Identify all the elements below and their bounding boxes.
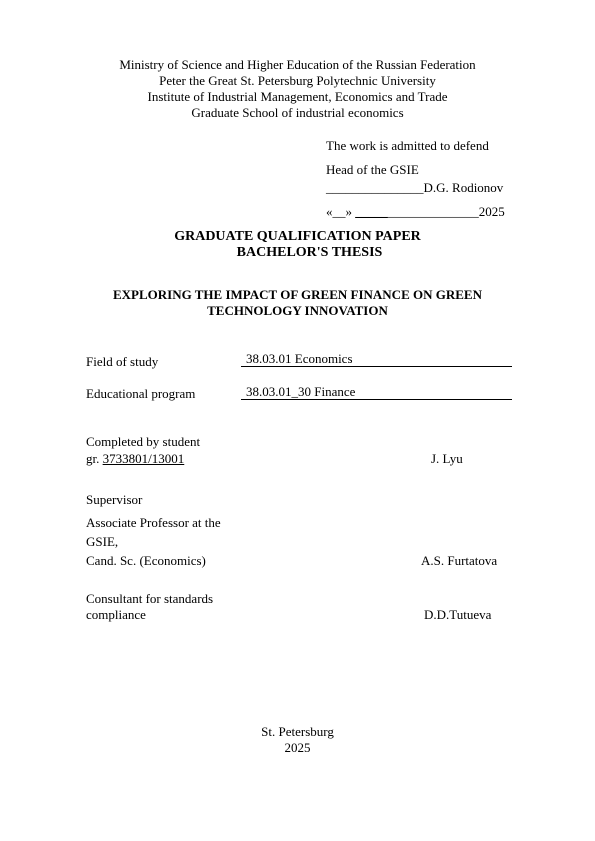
date-blank: _____ xyxy=(355,204,388,219)
supervisor-label: Supervisor xyxy=(86,492,143,507)
footer-block xyxy=(0,724,595,756)
field-of-study-value: 38.03.01 Economics xyxy=(241,352,512,367)
program-label: Educational program xyxy=(86,386,196,401)
group-prefix: gr. xyxy=(86,451,103,466)
student-name: J. Lyu xyxy=(431,451,463,466)
supervisor-name: A.S. Furtatova xyxy=(421,553,498,568)
thesis-type-line: BACHELOR'S THESIS xyxy=(236,245,383,260)
paper-type-line: GRADUATE QUALIFICATION PAPER xyxy=(174,229,421,244)
head-title: Head of the GSIE xyxy=(326,162,419,177)
institute-line: Institute of Industrial Management, Economics and Trade xyxy=(147,89,448,104)
head-signature-line: _______________D.G. Rodionov xyxy=(326,180,504,195)
footer-year: 2025 xyxy=(284,740,311,755)
paper-type xyxy=(0,229,595,261)
date-suffix: ______________2025 xyxy=(387,204,505,219)
consultant-name: D.D.Tutueva xyxy=(424,607,492,622)
school-line: Graduate School of industrial economics xyxy=(191,105,404,120)
thesis-title xyxy=(0,287,595,319)
ministry-line: Ministry of Science and Higher Education of the Russian Federation xyxy=(119,57,476,72)
field-of-study-label: Field of study xyxy=(86,354,159,369)
supervisor-degree: Cand. Sc. (Economics) xyxy=(86,553,206,568)
date-prefix: «__» xyxy=(326,204,356,219)
group-number: 3733801/13001 xyxy=(102,451,185,466)
consultant-label-line1: Consultant for standards xyxy=(86,591,214,606)
student-label: Completed by student xyxy=(86,434,201,449)
admitted-line: The work is admitted to defend xyxy=(326,138,489,153)
ministry-header xyxy=(0,57,595,121)
supervisor-position-line2: GSIE, xyxy=(86,534,119,549)
consultant-label-line2: compliance xyxy=(86,607,146,622)
university-line: Peter the Great St. Petersburg Polytechnic University xyxy=(159,73,436,88)
date-line xyxy=(326,204,505,220)
footer-city: St. Petersburg xyxy=(261,724,334,739)
thesis-title-line2: TECHNOLOGY INNOVATION xyxy=(207,303,388,318)
supervisor-position-line1: Associate Professor at the xyxy=(86,515,221,530)
thesis-title-line1: EXPLORING THE IMPACT OF GREEN FINANCE ON GREEN xyxy=(113,287,482,302)
approval-block xyxy=(326,138,505,228)
program-value: 38.03.01_30 Finance xyxy=(241,385,512,400)
student-group xyxy=(86,451,184,467)
